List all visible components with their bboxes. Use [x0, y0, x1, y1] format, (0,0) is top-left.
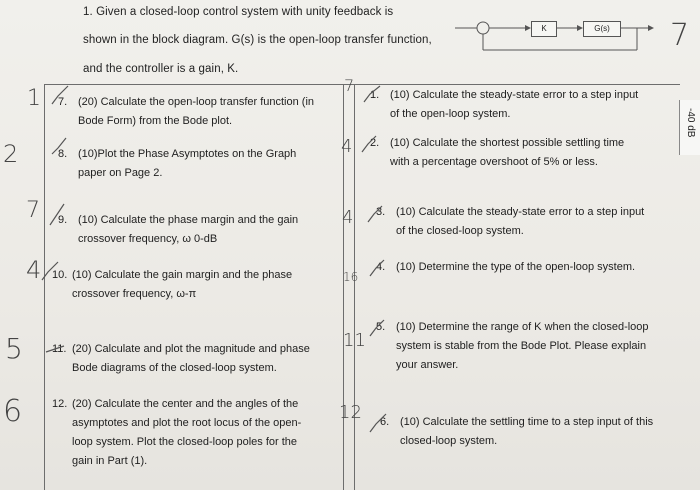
handwritten-score-q12: 6 — [3, 394, 23, 429]
handwritten-corner-mark: 7 — [670, 18, 690, 53]
question-3: 3. (10) Calculate the steady-state error to a step input of the closed-loop system. — [376, 206, 645, 237]
question-2: 2. (10) Calculate the shortest possible settling time with a percentage overshoot of 5% or less. — [370, 137, 625, 168]
check-mark-q8 — [52, 138, 66, 154]
check-mark-q4 — [370, 260, 384, 276]
handwritten-score-q6: 12 — [339, 402, 362, 423]
question-5: 5. (10) Determine the range of K when the closed-loop system is stable from the Bode Plot. Please explain your answer. — [376, 321, 649, 371]
question-1: 1. (10) Calculate the steady-state error to a step input of the open-loop system. — [370, 89, 639, 120]
question-8: 8. (10)Plot the Phase Asymptotes on the Graph paper on Page 2. — [58, 148, 297, 179]
side-label: -40 dB — [685, 108, 696, 138]
controller-block: K — [531, 21, 557, 37]
intro-line-1: 1. Given a closed-loop control system with unity feedback is — [83, 6, 394, 18]
handwritten-score-q10: 4 — [26, 256, 42, 284]
check-mark-q3 — [368, 206, 382, 222]
check-mark-q6 — [370, 414, 386, 432]
check-mark-q9 — [50, 204, 64, 225]
check-mark-q2 — [362, 136, 376, 152]
check-mark-q10 — [42, 262, 58, 280]
intro-line-2: shown in the block diagram. G(s) is the open-loop transfer function, — [83, 34, 432, 46]
handwritten-score-q9: 7 — [26, 198, 40, 223]
handwritten-score-q1: 7 — [344, 76, 355, 95]
question-12: 12. (20) Calculate the center and the angles of the asymptotes and plot the root locus of the open- loop system. Plot the closed-loop poles for the gain in Part (1). — [52, 398, 302, 467]
check-mark-q7 — [52, 86, 68, 104]
handwritten-score-q5: 11 — [343, 330, 366, 351]
question-9: 9. (10) Calculate the phase margin and the gain crossover frequency, ω 0-dB — [58, 214, 299, 245]
handwritten-score-q11: 5 — [5, 332, 23, 365]
check-mark-q5 — [370, 320, 384, 336]
question-6: 6. (10) Calculate the settling time to a step input of this closed-loop system. — [380, 416, 654, 447]
plant-block: G(s) — [583, 21, 621, 37]
check-mark-q1 — [364, 86, 380, 102]
intro-line-3: and the controller is a gain, K. — [83, 63, 239, 75]
handwritten-score-q3: 4 — [342, 207, 354, 228]
handwritten-score-q4: 16 — [343, 270, 359, 284]
handwritten-score-q2: 4 — [341, 136, 353, 157]
question-7: 7. (20) Calculate the open-loop transfer function (in Bode Form) from the Bode plot. — [58, 96, 315, 127]
question-11: 11. (20) Calculate and plot the magnitude and phase Bode diagrams of the closed-loop system. — [52, 343, 310, 374]
handwritten-score-q8: 2 — [3, 140, 19, 168]
check-mark-q11 — [46, 346, 64, 352]
question-4: 4. (10) Determine the type of the open-loop system. — [376, 261, 636, 273]
handwritten-score-q7: 1 — [27, 86, 41, 111]
question-10: 10. (10) Calculate the gain margin and the phase crossover frequency, ω-π — [52, 269, 293, 300]
